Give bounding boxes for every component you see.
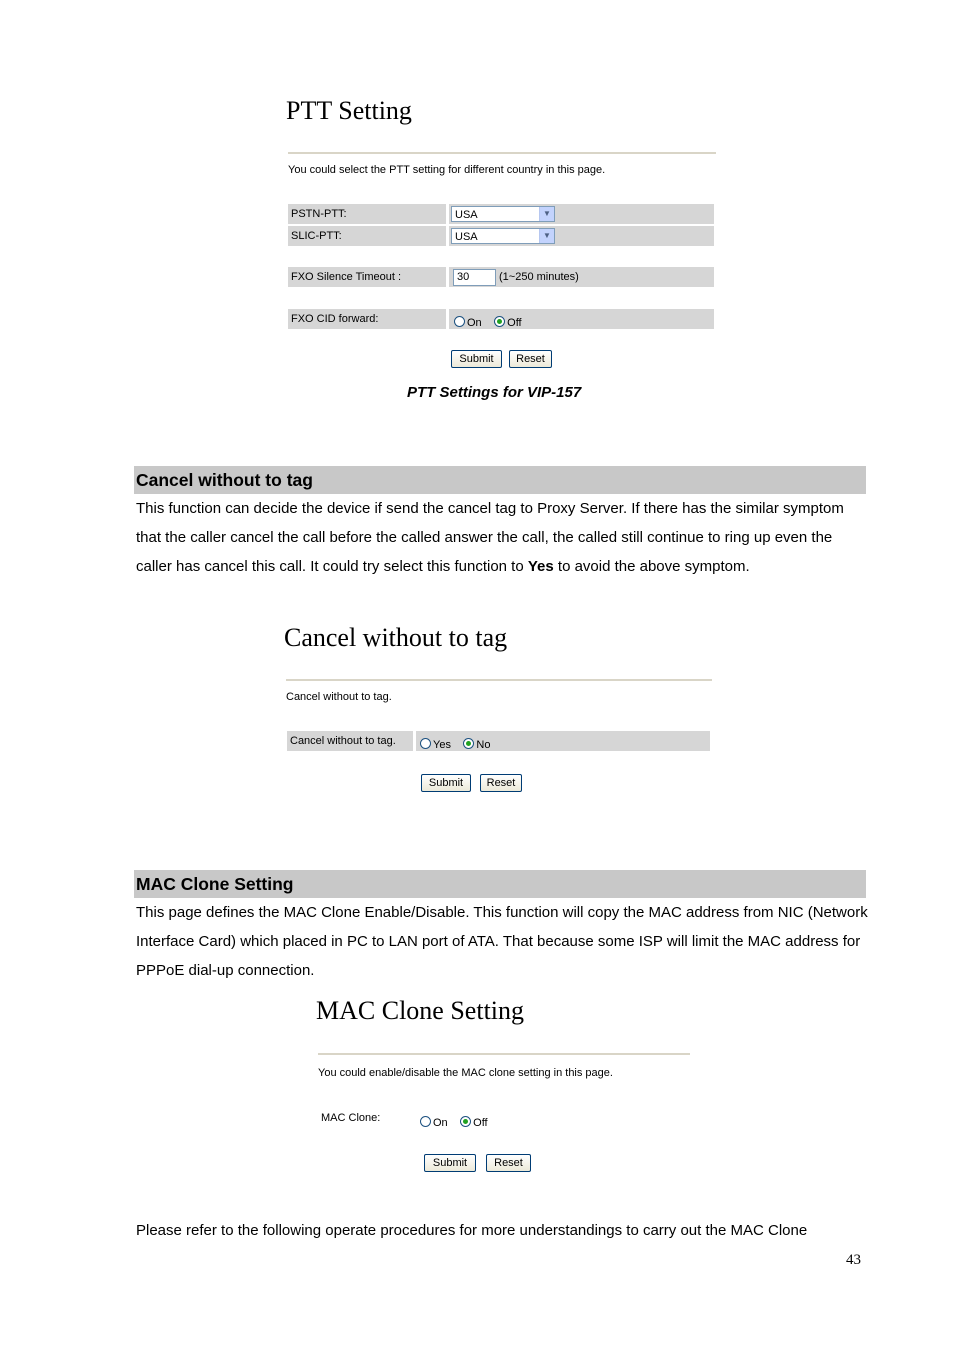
cid-on-label: On — [467, 317, 482, 329]
pstn-ptt-select[interactable] — [451, 206, 555, 222]
mac-procedure-intro: Please refer to the following operate procedures for more understandings to carry out the MAC Clone — [136, 1222, 808, 1239]
ptt-panel-title: PTT Setting — [286, 96, 412, 125]
mac-reset-button[interactable]: Reset — [486, 1154, 531, 1172]
chevron-down-icon[interactable]: ▼ — [539, 207, 554, 221]
cancel-title-divider — [286, 679, 712, 681]
cancel-row-value-cell — [416, 731, 710, 751]
ptt-figure-caption: PTT Settings for VIP-157 — [407, 384, 582, 401]
cancel-yes-label: Yes — [433, 739, 451, 751]
ptt-reset-button[interactable]: Reset — [509, 350, 552, 368]
cancel-no-label: No — [476, 739, 491, 751]
ptt-submit-button[interactable]: Submit — [451, 350, 502, 368]
slic-ptt-select[interactable] — [451, 228, 555, 244]
fxo-timeout-label-cell — [288, 267, 446, 287]
mac-on-label: On — [433, 1117, 448, 1129]
cid-off-radio[interactable] — [494, 316, 505, 327]
fxo-timeout-input[interactable]: 30 — [453, 269, 496, 286]
cancel-yes-radio[interactable] — [420, 738, 431, 749]
slic-ptt-label: SLIC-PTT: — [291, 230, 342, 242]
mac-panel-title: MAC Clone Setting — [316, 996, 525, 1025]
cancel-reset-button[interactable]: Reset — [480, 774, 522, 792]
mac-on-radio[interactable] — [420, 1116, 431, 1127]
mac-section-paragraph: This page defines the MAC Clone Enable/Disable. This function will copy the MAC address from NIC (Network Interface Card) which placed in PC to LAN port of ATA. That because some ISP will limit the MAC address for PPPoE dial-up connection. — [136, 904, 868, 979]
mac-off-radio[interactable] — [460, 1116, 471, 1127]
ptt-title-divider — [288, 152, 716, 154]
cancel-row-label-cell — [287, 731, 413, 751]
cancel-section-heading: Cancel without to tag — [134, 466, 866, 494]
cancel-paragraph-bold: Yes — [527, 558, 554, 575]
cancel-panel-description: Cancel without to tag. — [286, 691, 392, 703]
cancel-no-radio[interactable] — [463, 738, 474, 749]
cancel-submit-button[interactable]: Submit — [421, 774, 471, 792]
mac-section-heading: MAC Clone Setting — [134, 870, 866, 898]
cancel-panel-title: Cancel without to tag — [284, 623, 508, 652]
mac-clone-label: MAC Clone: — [321, 1112, 381, 1124]
cancel-section-paragraph — [136, 494, 868, 581]
chevron-down-icon[interactable]: ▼ — [539, 229, 554, 243]
cancel-paragraph-text-1: This function can decide the device if send the cancel tag to Proxy Server. If there has the similar symptom that the caller cancel the call before the called answer the call, the called still continue to ring up even the caller has cancel this call. It could try select this function to — [136, 500, 844, 575]
mac-title-divider — [318, 1053, 690, 1055]
ptt-description: You could select the PTT setting for different country in this page. — [288, 164, 606, 176]
cancel-row-label: Cancel without to tag. — [290, 735, 396, 747]
pstn-ptt-selected-value: USA — [455, 209, 478, 221]
mac-panel-description: You could enable/disable the MAC clone setting in this page. — [318, 1067, 613, 1079]
pstn-ptt-label-cell — [288, 204, 446, 224]
slic-ptt-selected-value: USA — [455, 231, 478, 243]
slic-ptt-label-cell — [288, 226, 446, 246]
cid-off-label: Off — [507, 317, 522, 329]
page-number: 43 — [846, 1252, 861, 1268]
cid-on-radio[interactable] — [454, 316, 465, 327]
mac-off-label: Off — [473, 1117, 488, 1129]
fxo-cid-value-cell — [449, 309, 714, 329]
mac-clone-radio-group — [420, 1113, 496, 1131]
fxo-cid-label-cell — [288, 309, 446, 329]
fxo-cid-label: FXO CID forward: — [291, 313, 379, 325]
fxo-timeout-hint: (1~250 minutes) — [499, 271, 579, 283]
pstn-ptt-label: PSTN-PTT: — [291, 208, 347, 220]
cancel-paragraph-text-2: to avoid the above symptom. — [553, 558, 750, 575]
fxo-timeout-label: FXO Silence Timeout : — [291, 271, 402, 283]
mac-submit-button[interactable]: Submit — [424, 1154, 476, 1172]
